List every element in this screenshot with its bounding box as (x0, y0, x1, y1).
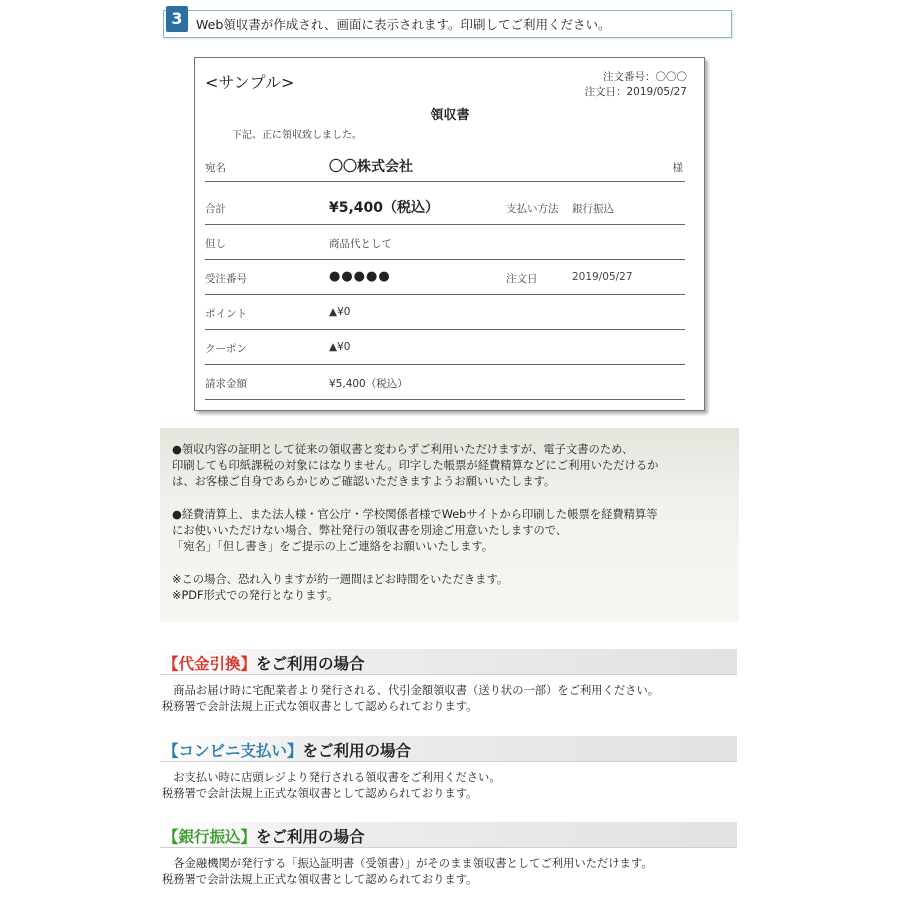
section-accent: 【代金引換】 (163, 655, 257, 673)
order-meta (584, 70, 687, 100)
order-date: 注文日：2019/05/27 (584, 86, 687, 98)
row-label: 合計 (205, 203, 226, 215)
order-number-masked: ●●●●● (329, 269, 391, 284)
payment-method-label: 支払い方法 (506, 203, 559, 215)
proviso-value: 商品代として (329, 238, 392, 250)
order-number: 注文番号：〇〇〇 (603, 71, 687, 83)
section-title-rest: をご利用の場合 (302, 742, 412, 760)
section-title-rest: をご利用の場合 (256, 828, 365, 846)
coupon-value: ▲¥0 (329, 341, 351, 353)
row-label: 但し (205, 238, 226, 250)
row-order-number (205, 259, 685, 295)
row-label: 宛名 (205, 162, 226, 174)
row-points (205, 294, 685, 330)
section-body-convenience: お支払い時に店頭レジより発行される領収書をご利用ください。 税務署で会計法規上正式な領収書として認められております。 (162, 771, 501, 800)
section-title-bank (163, 825, 365, 847)
row-label: ポイント (205, 308, 247, 320)
receipt-note: 下記、正に領収致しました。 (232, 130, 362, 141)
row-billing-amount (205, 364, 685, 400)
info-note: ※この場合、恐れ入りますが約一週間ほどお時間をいただきます。 ※PDF形式での発行となります。 (172, 573, 509, 602)
row-label: 受注番号 (205, 273, 247, 285)
honorific-suffix: 様 (672, 162, 683, 174)
row-total (205, 189, 685, 225)
section-accent: 【銀行振込】 (163, 828, 257, 846)
payment-method-value: 銀行振込 (572, 203, 614, 215)
info-paragraph: ●経費清算上、また法人様・官公庁・学校関係者様でWebサイトから印刷した帳票を経費精算等 にお使いいただけない場合、弊社発行の領収書を別途ご用意いたしますので、 「宛名」「但し書き」をご提示の上ご連絡をお願いいたします。 (172, 508, 658, 553)
receipt-title: 領収書 (430, 108, 470, 123)
billing-amount-value: ¥5,400（税込） (329, 378, 408, 390)
points-value: ▲¥0 (329, 306, 351, 318)
section-title-rest: をご利用の場合 (256, 655, 365, 673)
section-accent: 【コンビニ支払い】 (163, 742, 303, 760)
row-proviso (205, 224, 685, 260)
step-number-badge: 3 (166, 6, 188, 32)
section-body-cod: 商品お届け時に宅配業者より発行される、代引金額領収書（送り状の一部）をご利用ください。 税務署で会計法規上正式な領収書として認められております。 (162, 684, 660, 713)
order-date-value: 2019/05/27 (572, 271, 633, 283)
row-addressee (205, 146, 685, 182)
total-value: ¥5,400（税込） (329, 200, 440, 216)
row-label: クーポン (205, 343, 247, 355)
info-paragraph: ●領収内容の証明として従来の領収書と変わらずご利用いただけますが、電子文書のため、 印刷しても印紙課税の対象にはなりません。印字した帳票が経費精算などにご利用いただけるか は、お客様ご自身であらかじめご確認いただきますようお願いいたします。 (172, 443, 659, 488)
sample-label: <サンプル> (205, 73, 295, 92)
row-label: 請求金額 (205, 378, 247, 390)
step-instruction: Web領収書が作成され、画面に表示されます。印刷してご利用ください。 (196, 17, 611, 32)
section-title-cod (163, 652, 365, 674)
section-title-convenience (163, 739, 411, 761)
row-coupon (205, 329, 685, 365)
order-date-label: 注文日 (506, 273, 538, 285)
section-body-bank: 各金融機関が発行する「振込証明書（受領書）」がそのまま領収書としてご利用いただけます。 税務署で会計法規上正式な領収書として認められております。 (162, 857, 653, 886)
addressee-value: 〇〇株式会社 (329, 159, 413, 175)
